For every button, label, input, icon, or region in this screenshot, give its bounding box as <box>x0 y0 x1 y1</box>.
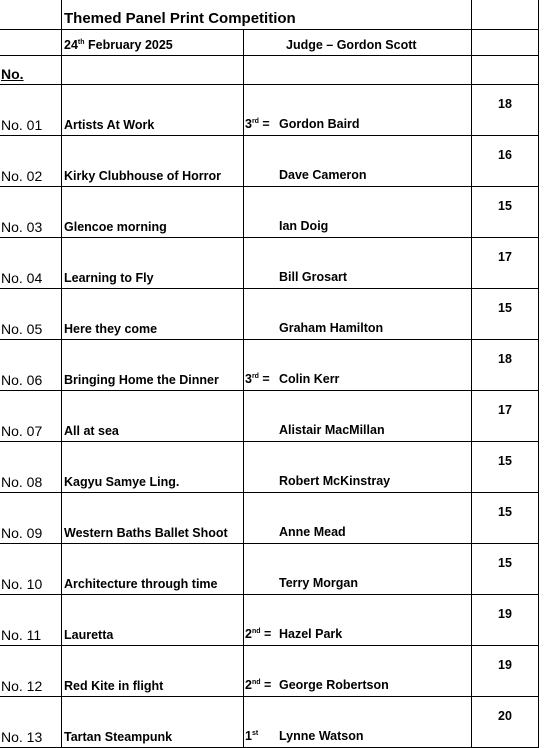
date-judge-row <box>0 30 539 56</box>
entry-score: 15 <box>472 544 539 595</box>
placing <box>244 729 279 743</box>
empty-cell <box>472 0 539 30</box>
table-row <box>0 697 539 748</box>
entry-score: 18 <box>472 340 539 391</box>
entry-author: Lynne Watson <box>279 729 364 743</box>
entry-author: Graham Hamilton <box>279 321 384 335</box>
placing-separator: = <box>260 678 272 692</box>
entry-number: No. 04 <box>0 238 62 289</box>
table-row <box>0 493 539 544</box>
table-row <box>0 340 539 391</box>
title-row <box>0 0 539 30</box>
competition-title: Themed Panel Print Competition <box>62 0 472 30</box>
placing-separator: = <box>258 372 270 386</box>
entry-author: Colin Kerr <box>279 372 340 386</box>
entry-author: Terry Morgan <box>279 576 358 590</box>
placing <box>244 627 279 641</box>
entry-author-cell <box>244 136 472 187</box>
table-row <box>0 187 539 238</box>
entry-title: Here they come <box>62 289 244 340</box>
entry-author-cell <box>244 85 472 136</box>
entry-number: No. 03 <box>0 187 62 238</box>
table-row <box>0 238 539 289</box>
entry-number: No. 13 <box>0 697 62 748</box>
table-row <box>0 85 539 136</box>
table-row <box>0 442 539 493</box>
entry-author: Hazel Park <box>279 627 343 641</box>
table-row <box>0 595 539 646</box>
placing-suffix: st <box>251 729 259 737</box>
table-row <box>0 289 539 340</box>
entry-number: No. 05 <box>0 289 62 340</box>
placing-suffix: nd <box>251 627 261 635</box>
entry-title: Artists At Work <box>62 85 244 136</box>
entry-author: Gordon Baird <box>279 117 360 131</box>
entry-number: No. 06 <box>0 340 62 391</box>
entry-author-cell <box>244 493 472 544</box>
entry-number: No. 11 <box>0 595 62 646</box>
placing-number: 3 <box>245 372 252 386</box>
entry-author: Alistair MacMillan <box>279 423 385 437</box>
entry-author-cell <box>244 646 472 697</box>
empty-cell <box>0 30 62 56</box>
placing-suffix: nd <box>251 678 261 686</box>
entry-author: Anne Mead <box>279 525 346 539</box>
empty-cell <box>244 56 472 85</box>
entry-number: No. 12 <box>0 646 62 697</box>
placing-number: 2 <box>245 627 252 641</box>
entry-title: Kirky Clubhouse of Horror <box>62 136 244 187</box>
entry-number: No. 08 <box>0 442 62 493</box>
entry-score: 15 <box>472 289 539 340</box>
entry-score: 16 <box>472 136 539 187</box>
entry-author-cell <box>244 595 472 646</box>
entry-title: Bringing Home the Dinner <box>62 340 244 391</box>
entry-title: Kagyu Samye Ling. <box>62 442 244 493</box>
competition-date <box>62 30 244 56</box>
entry-title: All at sea <box>62 391 244 442</box>
table-row <box>0 391 539 442</box>
placing <box>244 117 279 131</box>
entry-author: George Robertson <box>279 678 389 692</box>
entry-title: Red Kite in flight <box>62 646 244 697</box>
entry-author-cell <box>244 289 472 340</box>
entry-score: 15 <box>472 187 539 238</box>
entry-author-cell <box>244 238 472 289</box>
entry-score: 15 <box>472 442 539 493</box>
entry-author-cell <box>244 442 472 493</box>
entry-number: No. 10 <box>0 544 62 595</box>
entry-author-cell <box>244 391 472 442</box>
column-header-row <box>0 56 539 85</box>
placing-suffix: rd <box>251 372 259 380</box>
entry-title: Western Baths Ballet Shoot <box>62 493 244 544</box>
placing-separator: = <box>258 117 270 131</box>
entry-number: No. 09 <box>0 493 62 544</box>
entry-author-cell <box>244 187 472 238</box>
entry-score: 17 <box>472 238 539 289</box>
empty-cell <box>0 0 62 30</box>
entry-title: Learning to Fly <box>62 238 244 289</box>
table-row <box>0 136 539 187</box>
entry-author-cell <box>244 697 472 748</box>
entry-title: Architecture through time <box>62 544 244 595</box>
date-month-year: February 2025 <box>84 38 173 52</box>
entry-title: Tartan Steampunk <box>62 697 244 748</box>
entry-author: Robert McKinstray <box>279 474 391 488</box>
placing-number: 1 <box>245 729 252 743</box>
placing-separator: = <box>260 627 272 641</box>
table-row <box>0 544 539 595</box>
placing-number: 3 <box>245 117 252 131</box>
entry-number: No. 07 <box>0 391 62 442</box>
entry-author: Dave Cameron <box>279 168 367 182</box>
entry-author: Bill Grosart <box>279 270 348 284</box>
entry-title: Glencoe morning <box>62 187 244 238</box>
entry-score: 18 <box>472 85 539 136</box>
date-day: 24 <box>64 38 78 52</box>
entry-score: 20 <box>472 697 539 748</box>
date-suffix: th <box>77 38 85 46</box>
empty-cell <box>62 56 244 85</box>
entry-score: 17 <box>472 391 539 442</box>
table-row <box>0 646 539 697</box>
empty-cell <box>472 30 539 56</box>
entry-author-cell <box>244 340 472 391</box>
entry-author: Ian Doig <box>279 219 329 233</box>
entry-author-cell <box>244 544 472 595</box>
entry-number: No. 02 <box>0 136 62 187</box>
judge-name: Judge – Gordon Scott <box>244 30 472 56</box>
empty-cell <box>472 56 539 85</box>
placing-number: 2 <box>245 678 252 692</box>
placing <box>244 678 279 692</box>
entry-score: 19 <box>472 595 539 646</box>
placing-suffix: rd <box>251 117 259 125</box>
entry-score: 19 <box>472 646 539 697</box>
entry-score: 15 <box>472 493 539 544</box>
placing <box>244 372 279 386</box>
entry-title: Lauretta <box>62 595 244 646</box>
entry-number: No. 01 <box>0 85 62 136</box>
no-column-header: No. <box>0 56 62 85</box>
